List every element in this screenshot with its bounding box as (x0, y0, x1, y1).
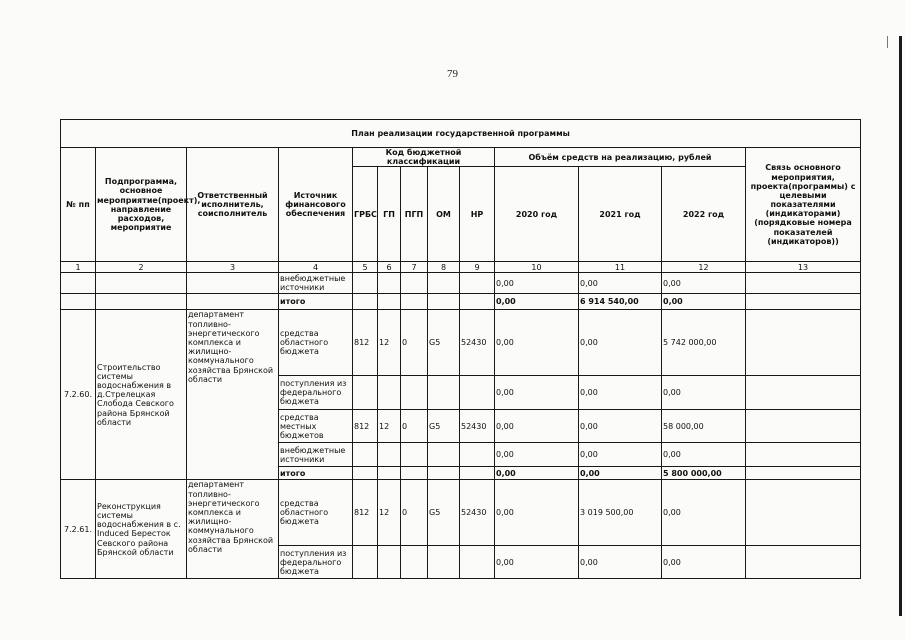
cell-link (746, 273, 861, 294)
cell-2020: 0,00 (495, 443, 579, 467)
cell-2021: 0,00 (579, 443, 662, 467)
column-number: 3 (187, 262, 279, 273)
header-link: Связь основного мероприятия, проекта(программы) с целевыми показателями (индикаторами) (порядковые номера показателей (индикаторов)) (746, 148, 861, 262)
cell-source: внебюджетные источники (279, 443, 353, 467)
cell-pgp (401, 273, 428, 294)
cell-gp (378, 443, 401, 467)
cell-2021: 0,00 (579, 376, 662, 410)
cell-grbs (353, 546, 378, 579)
plan-table (60, 119, 861, 579)
header-grbs: ГРБС (353, 167, 378, 262)
header-row-1 (61, 148, 861, 167)
cell-grbs (353, 273, 378, 294)
column-number: 4 (279, 262, 353, 273)
page-number: 79 (447, 68, 458, 80)
cell-source: итого (279, 467, 353, 480)
cell-2021: 0,00 (579, 310, 662, 376)
table-title: План реализации государственной программы (61, 120, 861, 148)
cell-no: 7.2.61. (61, 480, 96, 579)
cell-responsible (187, 294, 279, 310)
cell-2020: 0,00 (495, 294, 579, 310)
cell-om: G5 (428, 310, 460, 376)
cell-pgp (401, 294, 428, 310)
column-number: 12 (662, 262, 746, 273)
cell-gp: 12 (378, 480, 401, 546)
cell-om (428, 443, 460, 467)
table-row (61, 273, 861, 294)
cell-link (746, 443, 861, 467)
cell-2021: 0,00 (579, 410, 662, 443)
cell-2021: 0,00 (579, 273, 662, 294)
cell-name (96, 273, 187, 294)
cell-responsible: департамент топливно-энергетического комплекса и жилищно-коммунального хозяйства Брянской области (187, 480, 279, 579)
cell-np: 52430 (460, 410, 495, 443)
column-number: 8 (428, 262, 460, 273)
cell-no (61, 294, 96, 310)
cell-link (746, 467, 861, 480)
table-title-row (61, 120, 861, 148)
cell-np (460, 273, 495, 294)
cell-2022: 0,00 (662, 546, 746, 579)
column-number: 5 (353, 262, 378, 273)
header-responsible: Ответственный исполнитель, соисполнитель (187, 148, 279, 262)
cell-2020: 0,00 (495, 467, 579, 480)
cell-np (460, 376, 495, 410)
cell-om (428, 273, 460, 294)
cell-2022: 0,00 (662, 273, 746, 294)
cell-2021: 0,00 (579, 546, 662, 579)
cell-om (428, 294, 460, 310)
cell-grbs (353, 376, 378, 410)
cell-source: поступления из федерального бюджета (279, 376, 353, 410)
header-np: НР (460, 167, 495, 262)
cell-no: 7.2.60. (61, 310, 96, 480)
column-number: 6 (378, 262, 401, 273)
header-source: Источник финансового обеспечения (279, 148, 353, 262)
cell-pgp: 0 (401, 310, 428, 376)
cell-np (460, 546, 495, 579)
column-number-row (61, 262, 861, 273)
header-budget-code: Код бюджетной классификации (353, 148, 495, 167)
cell-om (428, 376, 460, 410)
table-row (61, 294, 861, 310)
cell-np (460, 294, 495, 310)
cell-grbs: 812 (353, 480, 378, 546)
cell-np (460, 443, 495, 467)
cell-name: Реконструкция системы водоснабжения в с. Induced Бересток Севского района Брянской области (96, 480, 187, 579)
cell-source: средства местных бюджетов (279, 410, 353, 443)
cell-gp (378, 294, 401, 310)
cell-2020: 0,00 (495, 376, 579, 410)
cell-np (460, 467, 495, 480)
header-subprogram: Подпрограмма, основное мероприятие(проект), направление расходов, мероприятие (96, 148, 187, 262)
cell-2022: 0,00 (662, 443, 746, 467)
column-number: 2 (96, 262, 187, 273)
cell-no (61, 273, 96, 294)
cell-link (746, 480, 861, 546)
column-number: 9 (460, 262, 495, 273)
cell-2020: 0,00 (495, 480, 579, 546)
cell-2022: 5 800 000,00 (662, 467, 746, 480)
cell-2020: 0,00 (495, 410, 579, 443)
cell-grbs: 812 (353, 310, 378, 376)
cell-2022: 58 000,00 (662, 410, 746, 443)
cell-2020: 0,00 (495, 546, 579, 579)
column-number: 7 (401, 262, 428, 273)
cell-om (428, 546, 460, 579)
cell-pgp (401, 467, 428, 480)
header-2021: 2021 год (579, 167, 662, 262)
table-row (61, 310, 861, 376)
cell-grbs (353, 467, 378, 480)
cell-2022: 0,00 (662, 294, 746, 310)
cell-2020: 0,00 (495, 310, 579, 376)
cell-source: внебюджетные источники (279, 273, 353, 294)
cell-np: 52430 (460, 310, 495, 376)
page-edge-mark (899, 36, 902, 616)
column-number: 11 (579, 262, 662, 273)
cell-om (428, 467, 460, 480)
cell-gp (378, 273, 401, 294)
cell-2021: 6 914 540,00 (579, 294, 662, 310)
cell-pgp (401, 376, 428, 410)
cell-source: средства областного бюджета (279, 480, 353, 546)
cell-grbs (353, 443, 378, 467)
cell-grbs: 812 (353, 410, 378, 443)
cell-link (746, 310, 861, 376)
cell-source: поступления из федерального бюджета (279, 546, 353, 579)
header-om: ОМ (428, 167, 460, 262)
header-gp: ГП (378, 167, 401, 262)
cell-2021: 0,00 (579, 467, 662, 480)
cell-gp (378, 467, 401, 480)
cell-link (746, 410, 861, 443)
cell-link (746, 546, 861, 579)
cell-responsible (187, 273, 279, 294)
cell-name (96, 294, 187, 310)
column-number: 1 (61, 262, 96, 273)
cell-link (746, 294, 861, 310)
cell-pgp (401, 546, 428, 579)
cell-2022: 0,00 (662, 376, 746, 410)
header-2020: 2020 год (495, 167, 579, 262)
cell-om: G5 (428, 410, 460, 443)
cell-om: G5 (428, 480, 460, 546)
header-no: № пп (61, 148, 96, 262)
cell-name: Строительство системы водоснабжения в д.Стрелецкая Слобода Севского района Брянской области (96, 310, 187, 480)
cell-2021: 3 019 500,00 (579, 480, 662, 546)
cell-2022: 0,00 (662, 480, 746, 546)
table-row (61, 480, 861, 546)
header-volume: Объём средств на реализацию, рублей (495, 148, 746, 167)
column-number: 10 (495, 262, 579, 273)
cell-gp: 12 (378, 410, 401, 443)
cell-responsible: департамент топливно-энергетического комплекса и жилищно-коммунального хозяйства Брянской области (187, 310, 279, 480)
cell-gp (378, 376, 401, 410)
header-pgp: ПГП (401, 167, 428, 262)
cell-gp (378, 546, 401, 579)
column-number: 13 (746, 262, 861, 273)
cell-pgp: 0 (401, 480, 428, 546)
cell-2020: 0,00 (495, 273, 579, 294)
cell-link (746, 376, 861, 410)
cell-grbs (353, 294, 378, 310)
cell-pgp: 0 (401, 410, 428, 443)
cell-gp: 12 (378, 310, 401, 376)
cell-2022: 5 742 000,00 (662, 310, 746, 376)
cell-source: средства областного бюджета (279, 310, 353, 376)
cell-np: 52430 (460, 480, 495, 546)
cell-source: итого (279, 294, 353, 310)
header-2022: 2022 год (662, 167, 746, 262)
edge-tick (887, 36, 888, 48)
cell-pgp (401, 443, 428, 467)
